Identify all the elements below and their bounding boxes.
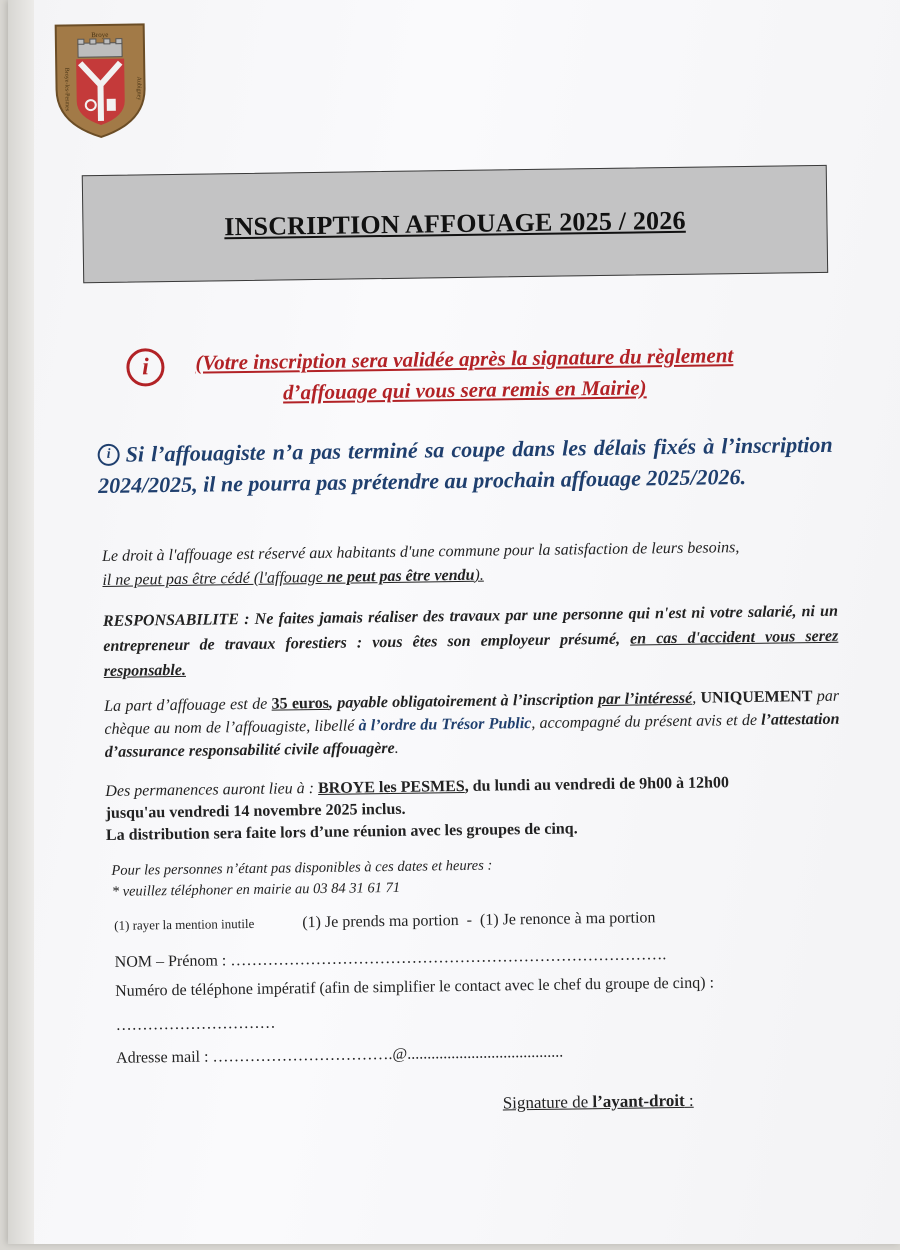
fee-paragraph: La part d’affouage est de 35 euros, payable obligatoirement à l’inscription par l’intéressé, UNIQUEMENT par chèque au nom de l’affouagiste, libellé à l’ordre du Trésor Public, accompagné du présent avis et de l’attestation d’assurance responsabilité civile affouagère. — [104, 687, 840, 761]
distribution-info: La distribution sera faite lors d’une réunion avec les groupes de cinq. — [105, 820, 578, 844]
accident-warning: en cas d'accident vous serez responsable. — [103, 627, 839, 680]
mairie-phone: * veuillez téléphoner en mairie au 03 84 31 61 71 — [111, 879, 401, 900]
signature-label: Signature de l’ayant-droit : — [502, 1090, 694, 1113]
refuse-portion-option[interactable]: (1) Je renonce à ma portion — [479, 909, 656, 929]
location: BROYE les PESMES — [317, 777, 465, 797]
info-icon: i — [98, 444, 120, 466]
phone-label: Numéro de téléphone impératif (afin de simplifier le contact avec le chef du groupe de cinq) : — [115, 974, 715, 1000]
right-text: Le droit à l'affouage est réservé aux habitants d'une commune pour la satisfaction de leurs besoins, — [101, 539, 740, 565]
validation-notice — [114, 339, 815, 411]
deadline-notice-text: Si l’affouagiste n’a pas terminé sa coupe dans les délais fixés à l’inscription 2024/2025, il ne pourra pas prétendre au prochain affouage 2025/2026. — [97, 431, 833, 499]
schedule-paragraph: Des permanences auront lieu à : BROYE les PESMES, du lundi au vendredi de 9h00 à 12h00 jusqu'au vendredi 14 novembre 2025 inclus. La distribution sera faite lors d’une réunion avec les groupes de cinq. — [105, 774, 730, 844]
crest-right-text: Aubigney — [135, 76, 142, 101]
validation-notice-line1: (Votre inscription sera validée après la signature du règlement — [195, 343, 734, 375]
beneficiary-label: l’ayant-droit — [592, 1090, 685, 1112]
name-dotted-line[interactable]: ………………………………………………………………………. — [230, 946, 667, 970]
fee-amount: 35 euros — [271, 694, 330, 713]
title-box — [82, 165, 828, 283]
crest-top-text: Broye — [91, 30, 109, 40]
validation-notice-line2: d’affouage qui vous sera remis en Mairie) — [282, 375, 647, 405]
right-paragraph — [102, 535, 838, 593]
responsibility-paragraph — [103, 599, 839, 684]
phone-dotted-line[interactable]: ………………………… — [115, 1014, 276, 1034]
email-label: Adresse mail : — [115, 1048, 213, 1067]
crest-left-text: Broye-les-Pesmes — [63, 67, 70, 112]
page-title: INSCRIPTION AFFOUAGE 2025 / 2026 — [224, 205, 686, 242]
deadline-notice — [97, 429, 833, 501]
phone-field[interactable] — [115, 973, 846, 1035]
email-dotted-line-left[interactable]: ……………………………. — [212, 1045, 393, 1066]
no-transfer-text: il ne peut pas être cédé (l'affouage ne peut pas être vendu). — [102, 566, 484, 589]
responsibility-text: RESPONSABILITE : Ne faites jamais réaliser des travaux par une personne qui n'est ni votre salarié, ni un entrepreneur de travaux forestiers : vous êtes son employeur présumé, — [102, 602, 839, 655]
portion-choice-row: (1) rayer la mention inutile (1) Je prends ma portion - (1) Je renonce à ma portion — [114, 909, 656, 933]
payee: à l’ordre du Trésor Public — [358, 715, 532, 735]
name-field[interactable] — [115, 944, 845, 972]
deadline-date: jusqu'au vendredi 14 novembre 2025 inclus. — [105, 800, 406, 822]
email-dotted-line-right[interactable]: ....................................... — [407, 1043, 564, 1063]
take-portion-option[interactable]: (1) Je prends ma portion — [302, 912, 459, 932]
info-icon: i — [126, 348, 165, 387]
strike-note: (1) rayer la mention inutile — [114, 915, 255, 933]
name-label: NOM – Prénom : — [114, 952, 231, 971]
coat-of-arms — [52, 18, 150, 141]
contact-paragraph: Pour les personnes n’étant pas disponibles à ces dates et heures : * veuillez téléphoner en mairie au 03 84 31 61 71 — [111, 857, 493, 900]
email-field[interactable]: Adresse mail : …………………………….@....................................... — [115, 1043, 564, 1067]
